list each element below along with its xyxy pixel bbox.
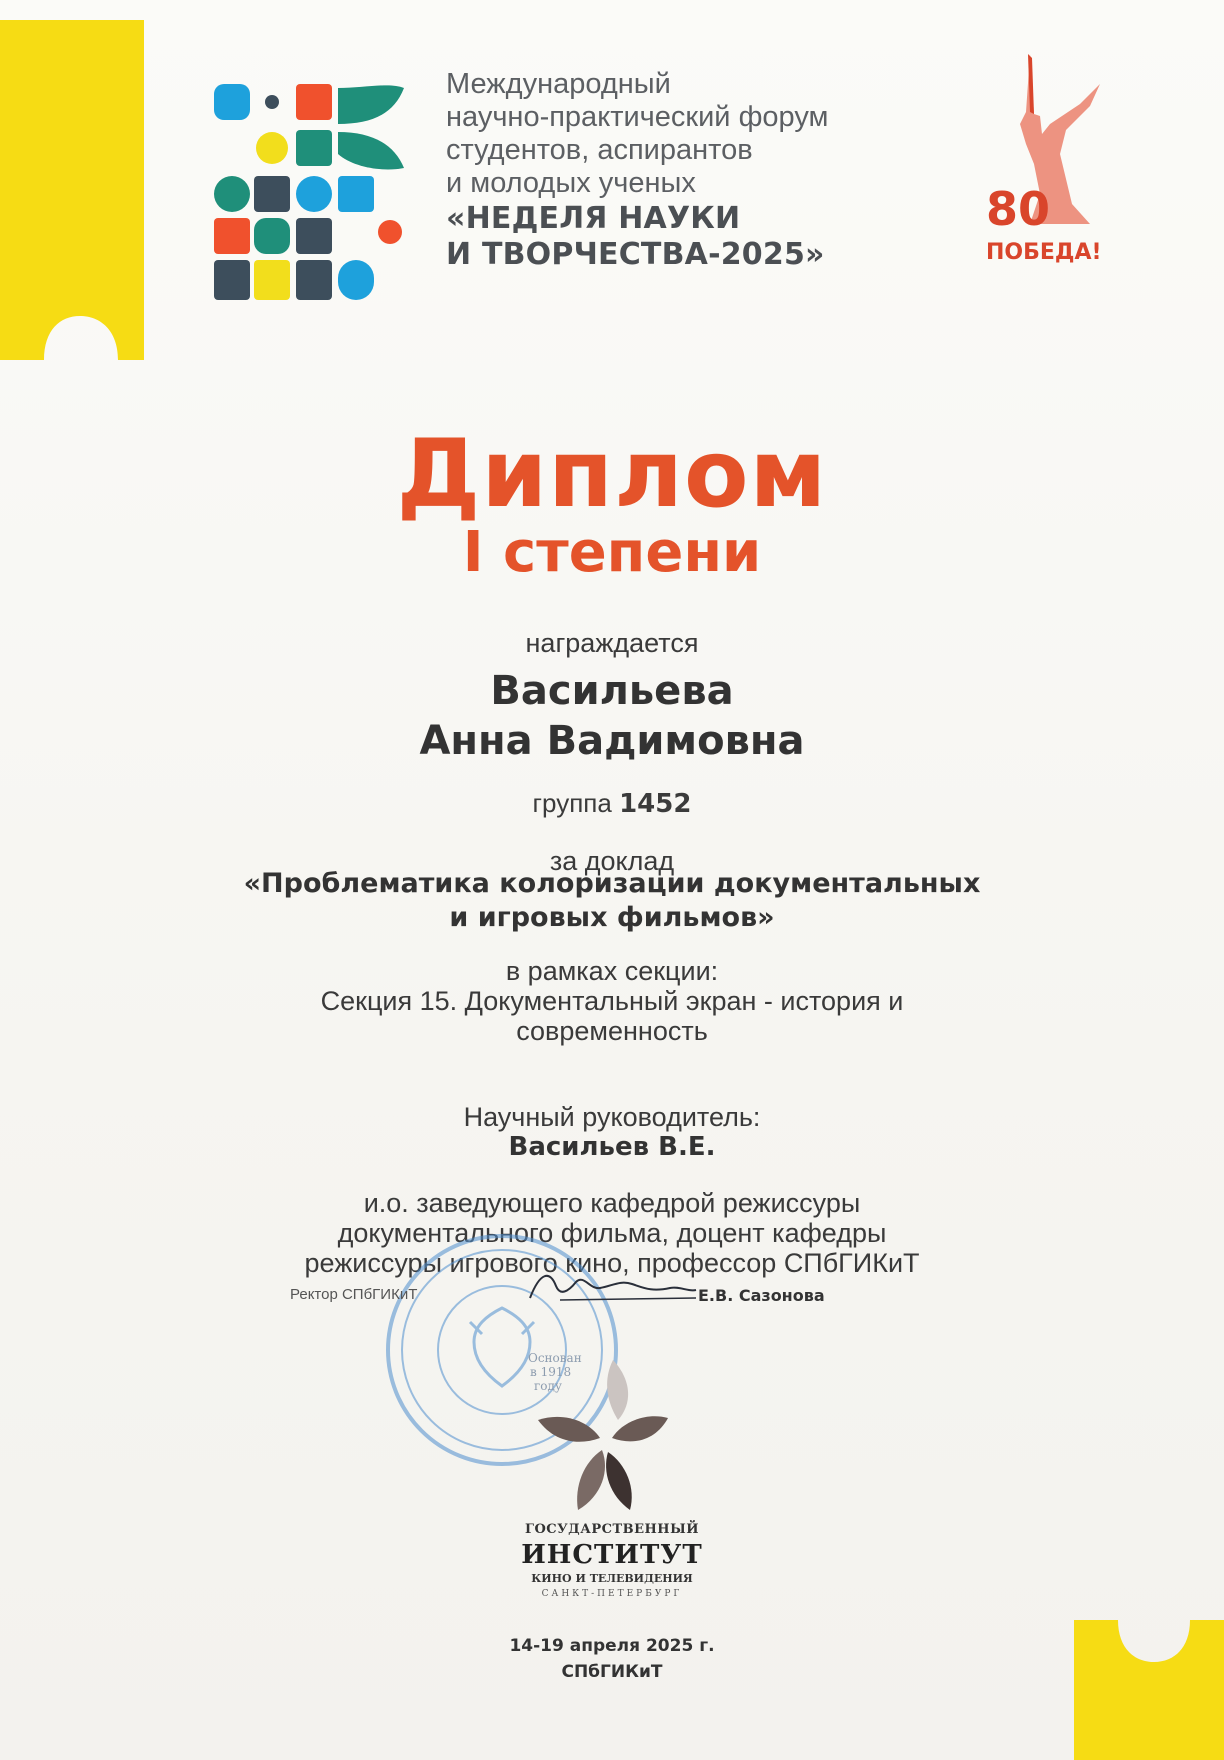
- section-line-2: современность: [516, 1016, 708, 1046]
- forum-heading: [446, 70, 966, 270]
- institute-line-3: КИНО И ТЕЛЕВИДЕНИЯ: [531, 1572, 693, 1585]
- rector-name: Е.В. Сазонова: [698, 1286, 825, 1305]
- recipient-given-names: Анна Вадимовна: [419, 718, 805, 764]
- institute-flower-logo-icon: [518, 1350, 688, 1520]
- group-label: группа: [532, 788, 612, 818]
- victory-word: ПОБЕДА!: [986, 240, 1102, 265]
- seal-founded-line-1: Основан: [528, 1351, 582, 1365]
- supervisor-position-line-3: режиссуры игрового кино, профессор СПбГИКиТ: [304, 1248, 920, 1278]
- recipient-surname: Васильева: [490, 668, 734, 714]
- victory-80-emblem: [986, 54, 1120, 284]
- institute-line-4: САНКТ-ПЕТЕРБУРГ: [541, 1589, 683, 1599]
- section-line-1: Секция 15. Документальный экран - история и: [320, 986, 904, 1016]
- report-label: за доклад: [549, 846, 675, 876]
- awarded-label: награждается: [525, 628, 699, 658]
- forum-name-line-2: И ТВОРЧЕСТВА-2025»: [446, 237, 825, 272]
- section-label: в рамках секции:: [505, 956, 719, 986]
- seal-founded-line-3: году: [534, 1379, 562, 1393]
- supervisor-label: Научный руководитель:: [463, 1102, 761, 1132]
- forum-line-2: научно-практический форум: [446, 101, 829, 133]
- seal-founded-line-2: в 1918: [530, 1365, 572, 1379]
- forum-line-4: и молодых ученых: [446, 167, 696, 199]
- report-title-line-1: «Проблематика колоризации документальных: [243, 868, 981, 899]
- group-line: [0, 788, 1224, 819]
- event-dates: 14-19 апреля 2025 г.: [509, 1636, 715, 1656]
- rector-label: Ректор СПбГИКиТ: [290, 1286, 418, 1303]
- forum-line-3: студентов, аспирантов: [446, 134, 753, 166]
- institute-line-1: ГОСУДАРСТВЕННЫЙ: [524, 1522, 699, 1537]
- report-title-line-2: и игровых фильмов»: [449, 902, 775, 933]
- institute-line-2: ИНСТИТУТ: [521, 1540, 703, 1570]
- forum-name-line-1: «НЕДЕЛЯ НАУКИ: [446, 201, 741, 236]
- yellow-corner-top-left: [0, 20, 150, 360]
- forum-logo-icon: [214, 84, 424, 306]
- supervisor-position-line-1: и.о. заведующего кафедрой режиссуры: [363, 1188, 861, 1218]
- group-number: 1452: [619, 789, 692, 819]
- diploma-degree: I степени: [462, 520, 762, 585]
- supervisor-name: Васильев В.Е.: [508, 1132, 716, 1162]
- organizer-name: СПбГИКиТ: [561, 1662, 663, 1682]
- rector-signature: [520, 1262, 700, 1312]
- forum-line-1: Международный: [446, 68, 671, 100]
- victory-number: 80: [986, 182, 1051, 236]
- diploma-title: Диплом: [396, 420, 828, 529]
- supervisor-position-line-2: документального фильма, доцент кафедры: [337, 1218, 887, 1248]
